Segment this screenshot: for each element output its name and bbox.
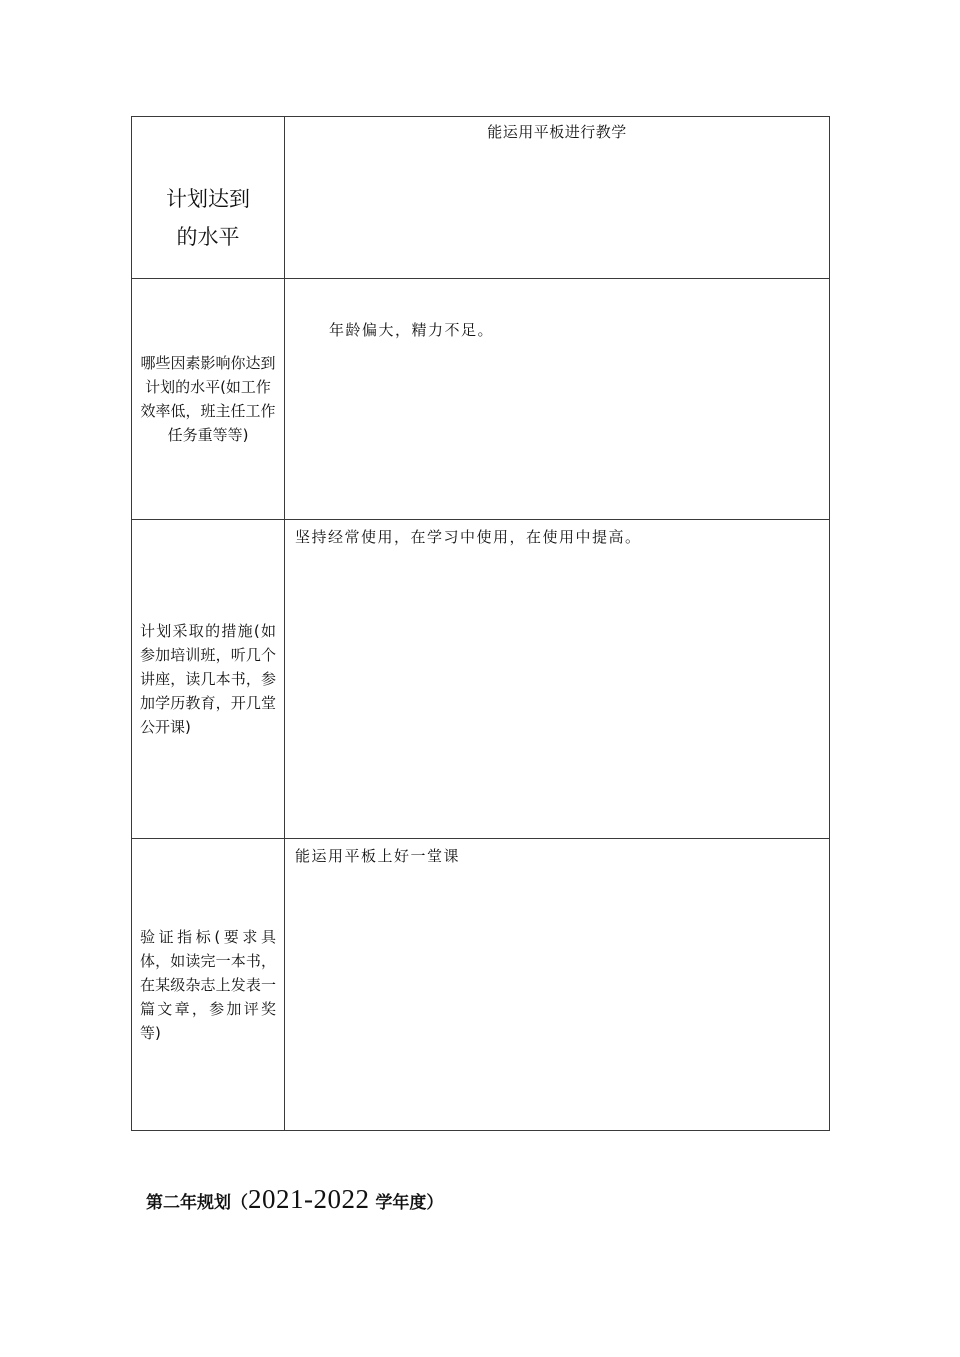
section-heading xyxy=(146,1183,443,1219)
section-heading-suffix: 学年度） xyxy=(369,1193,444,1213)
table-row xyxy=(132,279,830,520)
row-label-cell xyxy=(132,520,285,839)
table-row xyxy=(132,839,830,1131)
row-content: 能运用平板上好一堂课 xyxy=(295,847,461,865)
row-label-cell xyxy=(132,279,285,520)
row-label-cell xyxy=(132,839,285,1131)
row-content-cell xyxy=(285,117,830,279)
section-heading-prefix: 第二年规划（ xyxy=(146,1193,248,1213)
row-label: 计划达到的水平 xyxy=(166,186,250,249)
row-label: 哪些因素影响你达到计划的水平(如工作效率低，班主任工作任务重等等) xyxy=(140,354,276,444)
row-content: 年龄偏大，精力不足。 xyxy=(329,321,495,339)
row-label-cell xyxy=(132,117,285,279)
plan-table xyxy=(131,116,830,1131)
row-content: 能运用平板进行教学 xyxy=(487,123,627,141)
section-heading-years: 2021-2022 xyxy=(248,1184,370,1214)
row-content-cell xyxy=(285,839,830,1131)
table-row xyxy=(132,117,830,279)
row-label: 验证指标(要求具体，如读完一本书，在某级杂志上发表一篇文章，参加评奖等) xyxy=(140,927,276,1042)
row-content: 坚持经常使用，在学习中使用，在使用中提高。 xyxy=(295,528,642,546)
table-row xyxy=(132,520,830,839)
row-content-cell xyxy=(285,520,830,839)
row-label: 计划采取的措施(如参加培训班，听几个讲座，读几本书，参加学历教育，开几堂公开课) xyxy=(140,622,276,736)
row-content-cell xyxy=(285,279,830,520)
